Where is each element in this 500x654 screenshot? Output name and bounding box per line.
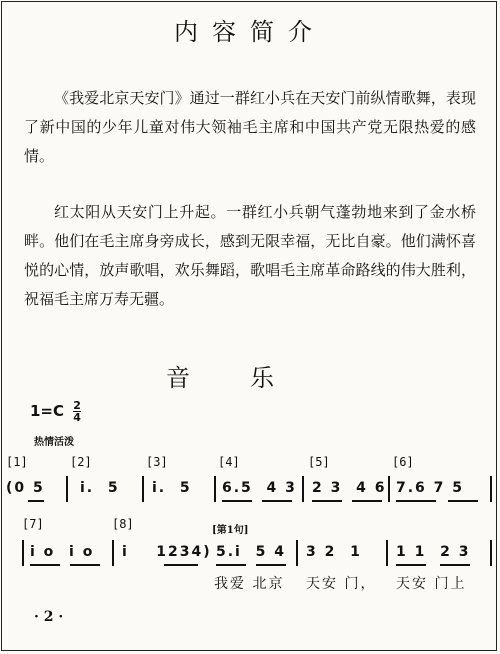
measure-notes: 5.i 5 4 [216, 544, 286, 560]
measure-notes: 1 1 2 3 [396, 544, 471, 560]
bar-line [66, 476, 68, 502]
measure-label: [3] [146, 455, 168, 469]
beam [28, 500, 44, 502]
bar-line [112, 540, 114, 566]
bar-line [142, 476, 144, 502]
music-title: 音乐 [166, 364, 334, 392]
bar-line [22, 540, 24, 566]
beam [312, 500, 342, 502]
bar-line [386, 540, 388, 566]
intro-paragraph-2: 红太阳从天安门上升起。一群红小兵朝气蓬勃地来到了金水桥畔。他们在毛主席身旁成长，感到无限幸福，无比自豪。他们满怀喜悦的心情，放声歌唱，欢乐舞蹈，歌唱毛主席革命路线的伟大胜利，祝福毛主席万寿无疆。 [24, 203, 476, 308]
measure-notes: i o i o [30, 544, 95, 560]
bar-line [490, 476, 492, 502]
bar-line [214, 476, 216, 502]
measure-notes: i 1234) [122, 544, 212, 560]
intro-paragraph-1: 《我爱北京天安门》通过一群红小兵在天安门前纵情歌舞，表现了新中国的少年儿童对伟大领袖毛主席和中国共产党无限热爱的感情。 [24, 89, 476, 165]
measure-label: [4] [218, 455, 240, 469]
bar-line [490, 540, 492, 566]
lyric: 天安 门， [306, 576, 377, 592]
measure-notes: 2 3 4 6 [312, 480, 387, 496]
intro-title: 内容简介 [174, 18, 326, 46]
beam [216, 564, 246, 566]
measure-label: [8] [112, 517, 134, 531]
page-number: · 2 · [34, 609, 64, 625]
measure-label: [6] [392, 455, 414, 469]
beam [164, 564, 198, 566]
bar-line [302, 476, 304, 502]
beam [30, 564, 60, 566]
bar-line [388, 476, 390, 502]
key-label: 1=C [30, 402, 65, 420]
beam [448, 500, 478, 502]
key-signature [30, 400, 81, 423]
measure-label: [1] [6, 455, 28, 469]
beam [396, 564, 426, 566]
beam [222, 500, 252, 502]
beam [70, 564, 100, 566]
lyric: 我爱 北京 [214, 576, 285, 592]
measure-notes: i. 5 [152, 480, 192, 496]
beam [256, 564, 286, 566]
beam [352, 500, 382, 502]
measure-label: [7] [22, 517, 44, 531]
measure-notes: (0 5 [6, 480, 45, 496]
beam [440, 564, 470, 566]
measure-notes: i. 5 [80, 480, 120, 496]
phrase-label: [第1句] [212, 525, 249, 536]
beam [262, 500, 292, 502]
bar-line [296, 540, 298, 566]
measure-notes: 3 2 1 [306, 544, 362, 560]
time-signature [73, 400, 81, 423]
beam [396, 500, 436, 502]
measure-label: [5] [308, 455, 330, 469]
measure-label: [2] [70, 455, 92, 469]
time-denominator: 4 [73, 411, 81, 424]
measure-notes: 6.5 4 3 [222, 480, 297, 496]
measure-notes: 7.6 7 5 [396, 480, 465, 496]
lyric: 天安 门上 [396, 576, 467, 592]
tempo-marking: 热情活泼 [34, 437, 74, 448]
time-numerator: 2 [73, 399, 81, 412]
